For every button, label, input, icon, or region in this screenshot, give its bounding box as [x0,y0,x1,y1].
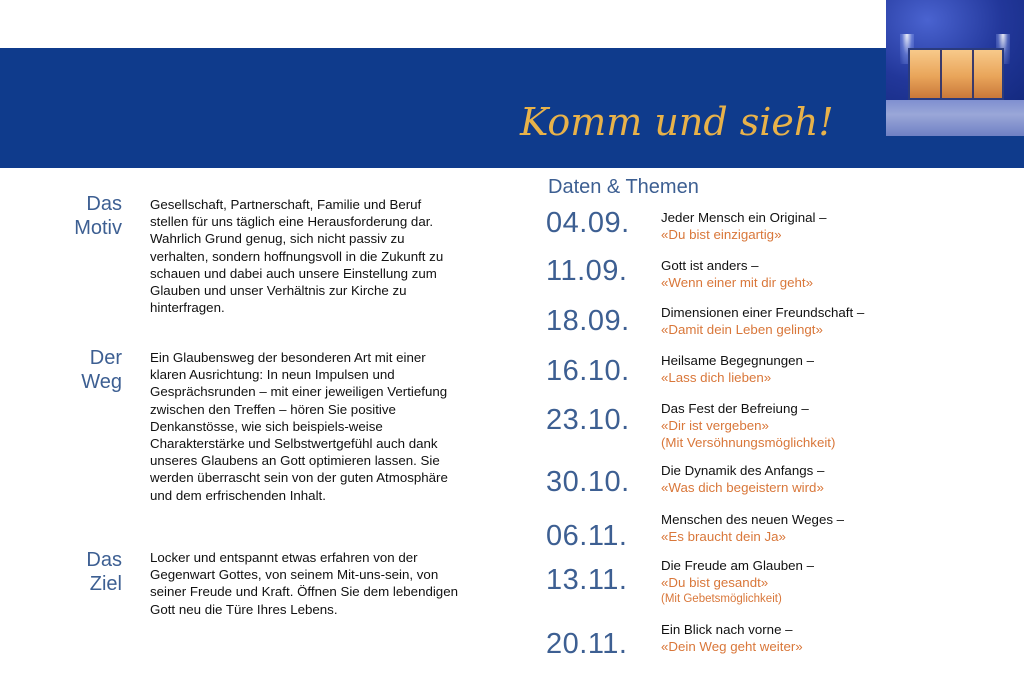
schedule-topic: Menschen des neuen Weges – «Es braucht dein Ja» [661,512,845,544]
schedule-date: 20.11. [546,628,628,660]
schedule-topic: Die Dynamik des Anfangs – «Was dich begeistern wird» [661,463,825,495]
schedule-topic: Gott ist anders – «Wenn einer mit dir geht» [661,258,814,290]
schedule-topic: Jeder Mensch ein Original – «Du bist einzigartig» [661,210,827,242]
section-text-motiv: Gesellschaft, Partnerschaft, Familie und Beruf stellen für uns täglich eine Herausforderung dar. Wahrlich Grund genug, sich nicht passiv zu verhalten, sondern hoffnungsvoll in die Zukunft zu schauen und dabei auch unsere Einstellung zum Glauben und unser Verhältnis zur Kirche zu hinterfragen. [150,197,444,316]
page-headline: Komm und sieh! [520,100,834,144]
schedule-date: 16.10. [546,355,630,387]
photo-window [908,48,1004,100]
schedule-date: 30.10. [546,466,630,498]
section-title-motiv: Das Motiv [74,193,122,239]
schedule-date: 13.11. [546,564,628,596]
schedule-date: 04.09. [546,207,630,239]
header-banner [0,48,1024,168]
schedule-date: 11.09. [546,255,628,287]
schedule-date: 18.09. [546,305,630,337]
schedule-heading: Daten & Themen [548,176,699,198]
schedule-topic: Das Fest der Befreiung – «Dir ist vergeben» (Mit Versöhnungsmöglichkeit) [661,401,836,450]
section-text-weg: Ein Glaubensweg der besonderen Art mit einer klaren Ausrichtung: In neun Impulsen und Gesprächsrunden – mit einer jeweiligen Vertiefung zwischen den Treffen – hören Sie positive Denkanstösse, wie sich beispiels-weise Charakterstärke und Selbstwertgefühl auch dank unseres Glaubens an Gott optimieren lassen. Sie werden überrascht sein von der guten Atmosphäre und dem erfrischenden Inhalt. [150,350,448,503]
schedule-topic: Heilsame Begegnungen – «Lass dich lieben» [661,353,815,385]
schedule-date: 06.11. [546,520,628,552]
photo-terrace [886,100,1024,136]
section-text-ziel: Locker und entspannt etwas erfahren von der Gegenwart Gottes, von seinem Mit-uns-sein, von seiner Freude und Kraft. Öffnen Sie dem lebendigen Gott neu die Türe Ihres Lebens. [150,550,458,617]
section-title-weg: Der Weg [81,347,122,393]
schedule-topic: Die Freude am Glauben – «Du bist gesandt» (Mit Gebetsmöglichkeit) [661,558,814,605]
house-window-photo [886,0,1024,136]
schedule-topic: Ein Blick nach vorne – «Dein Weg geht weiter» [661,622,803,654]
schedule-topic: Dimensionen einer Freundschaft – «Damit dein Leben gelingt» [661,305,865,337]
section-title-ziel: Das Ziel [86,549,122,595]
schedule-date: 23.10. [546,404,630,436]
